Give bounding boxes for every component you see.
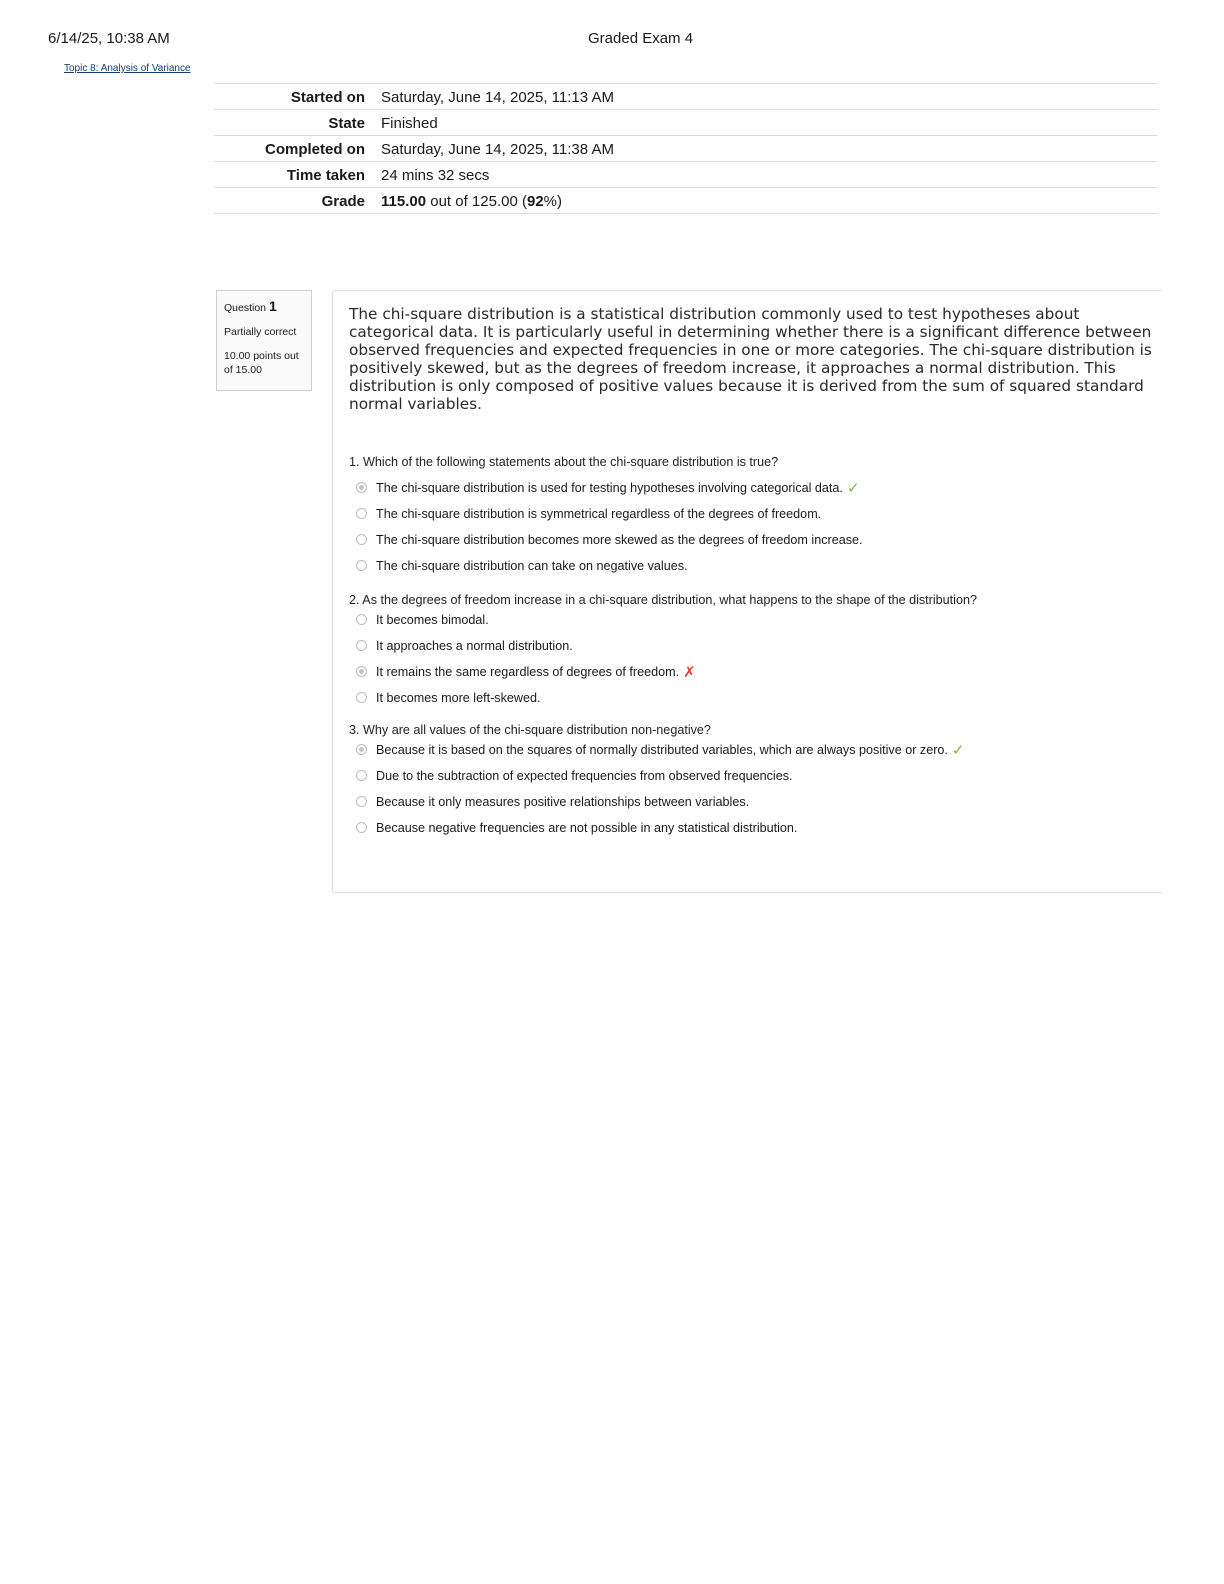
radio-button-selected[interactable] [356, 744, 367, 755]
state-label: State [328, 114, 365, 132]
subquestion-text: 1. Which of the following statements about the chi-square distribution is true? [349, 455, 779, 469]
radio-button[interactable] [356, 770, 367, 781]
option-label: It remains the same regardless of degrees of freedom. [376, 665, 680, 679]
radio-button-selected[interactable] [356, 666, 367, 677]
grade-label: Grade [321, 192, 365, 210]
answer-option[interactable] [349, 479, 1162, 505]
answer-option[interactable] [349, 637, 1162, 663]
grade-of: out of 125.00 ( [430, 192, 527, 210]
answer-option[interactable] [349, 819, 1162, 845]
answer-option[interactable] [349, 557, 1162, 583]
radio-button[interactable] [356, 822, 367, 833]
completed-value: Saturday, June 14, 2025, 11:38 AM [381, 140, 614, 158]
completed-label: Completed on [265, 140, 365, 158]
summary-row-state [214, 110, 1157, 136]
option-label: Due to the subtraction of expected frequencies from observed frequencies. [376, 769, 793, 783]
subquestion-1 [349, 455, 1162, 583]
started-label: Started on [290, 88, 365, 106]
subquestion-2 [349, 593, 1162, 715]
answer-option[interactable] [349, 663, 1162, 689]
question-points: 10.00 points out of 15.00 [224, 350, 299, 376]
radio-button[interactable] [356, 614, 367, 625]
radio-button[interactable] [356, 508, 367, 519]
option-label: The chi-square distribution becomes more skewed as the degrees of freedom increase. [376, 533, 863, 547]
radio-button[interactable] [356, 640, 367, 651]
grade-percent-suffix: %) [543, 192, 563, 210]
print-title: Graded Exam 4 [588, 30, 694, 47]
question-state: Partially correct [224, 326, 297, 338]
check-icon: ✓ [951, 742, 965, 759]
question-label: Question [224, 302, 267, 314]
time-label: Time taken [286, 166, 365, 184]
subquestion-3 [349, 723, 1162, 845]
question-intro: The chi-square distribution is a statistical distribution commonly used to test hypotheses about categorical data. It is particularly useful in determining whether there is a significant difference between observed frequencies and expected frequencies in one or more categories. The chi-square distribution is positively skewed, but as the degrees of freedom increase, it approaches a normal distribution. This distribution is only composed of positive values because it is derived from the sum of squared standard normal variables. [349, 305, 1152, 413]
option-label: Because it only measures positive relationships between variables. [376, 795, 750, 809]
subquestion-text: 3. Why are all values of the chi-square distribution non-negative? [349, 723, 711, 737]
option-label: Because it is based on the squares of normally distributed variables, which are always positive or zero. [376, 743, 948, 757]
answer-option[interactable] [349, 505, 1162, 531]
option-label: Because negative frequencies are not possible in any statistical distribution. [376, 821, 798, 835]
option-label: The chi-square distribution is used for testing hypotheses involving categorical data. [376, 481, 843, 495]
radio-button-selected[interactable] [356, 482, 367, 493]
answer-options [349, 611, 1162, 715]
radio-button[interactable] [356, 692, 367, 703]
summary-row-grade [214, 188, 1157, 214]
answer-options [349, 741, 1162, 845]
state-value: Finished [381, 114, 438, 132]
grade-value [379, 188, 1157, 214]
radio-button[interactable] [356, 534, 367, 545]
option-label: The chi-square distribution can take on negative values. [376, 559, 688, 573]
grade-percent: 92 [526, 192, 544, 210]
summary-row-completed [214, 136, 1157, 162]
summary-row-time [214, 162, 1157, 188]
question-content [332, 290, 1162, 893]
attempt-summary-table [214, 83, 1157, 214]
answer-option[interactable] [349, 611, 1162, 637]
breadcrumb-topic-link[interactable]: Topic 8: Analysis of Variance [64, 63, 191, 74]
answer-option[interactable] [349, 741, 1162, 767]
radio-button[interactable] [356, 560, 367, 571]
question-info-box [216, 290, 312, 391]
option-label: The chi-square distribution is symmetrical regardless of the degrees of freedom. [376, 507, 822, 521]
answer-option[interactable] [349, 767, 1162, 793]
answer-option[interactable] [349, 689, 1162, 715]
question-number [224, 299, 304, 315]
subquestion-text: 2. As the degrees of freedom increase in a chi-square distribution, what happens to the shape of the distribution? [349, 593, 977, 607]
check-icon: ✓ [846, 480, 860, 497]
summary-row-started [214, 84, 1157, 110]
started-value: Saturday, June 14, 2025, 11:13 AM [381, 88, 614, 106]
option-label: It approaches a normal distribution. [376, 639, 573, 653]
option-label: It becomes bimodal. [376, 613, 489, 627]
grade-score: 115.00 [381, 192, 427, 210]
print-header [48, 30, 1176, 50]
print-date: 6/14/25, 10:38 AM [48, 30, 170, 47]
answer-options [349, 479, 1162, 583]
question-number-value: 1 [268, 298, 277, 314]
option-label: It becomes more left-skewed. [376, 691, 541, 705]
radio-button[interactable] [356, 796, 367, 807]
time-value: 24 mins 32 secs [381, 166, 490, 184]
answer-option[interactable] [349, 531, 1162, 557]
cross-icon: ✗ [683, 664, 696, 681]
answer-option[interactable] [349, 793, 1162, 819]
